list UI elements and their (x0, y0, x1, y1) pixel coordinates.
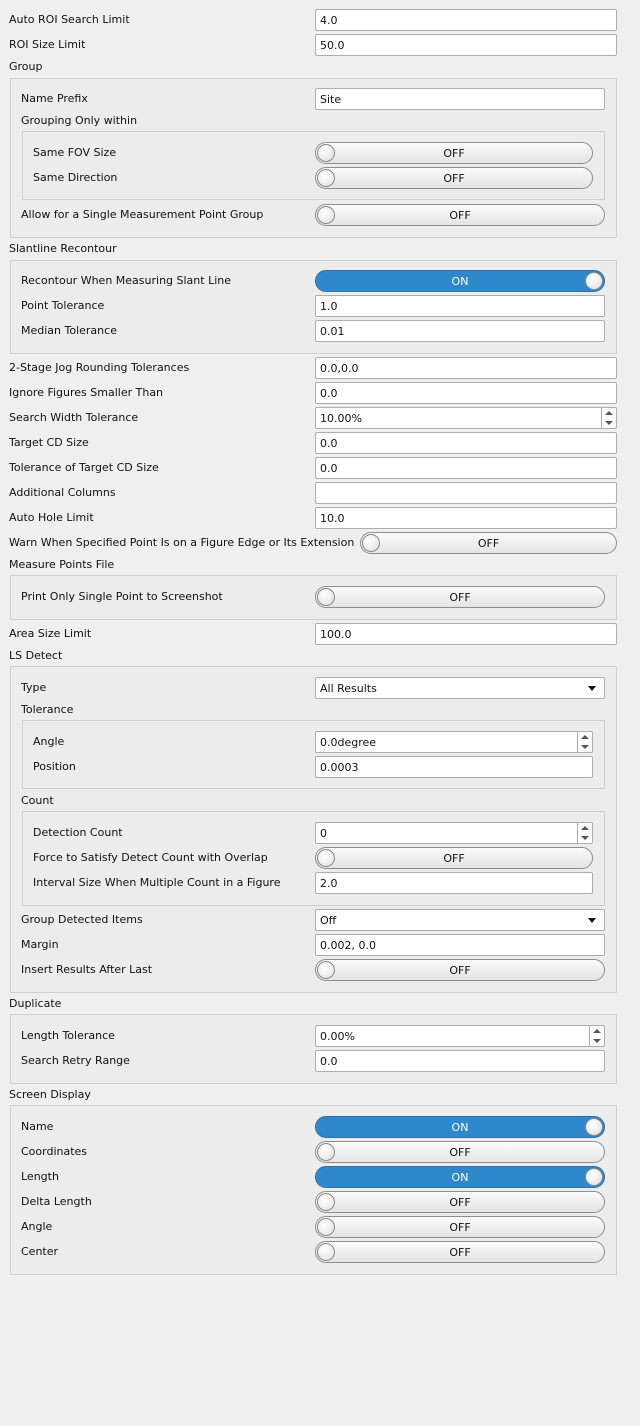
display-delta-row (21, 1190, 605, 1214)
ignore-label: Ignore Figures Smaller Than (9, 386, 164, 399)
print-single-row (21, 585, 605, 609)
search-width-spinbox[interactable]: 10.00% (315, 407, 617, 429)
single-point-label: Allow for a Single Measurement Point Group (21, 208, 264, 221)
ls-detect-title: LS Detect (9, 649, 63, 662)
count-title: Count (21, 794, 54, 807)
length-tolerance-label: Length Tolerance (21, 1029, 115, 1042)
toggle-knob (362, 534, 380, 552)
force-row (33, 846, 593, 870)
same-direction-row (33, 166, 593, 190)
measure-points-title: Measure Points File (9, 558, 115, 571)
display-angle-label: Angle (21, 1220, 53, 1233)
auto-roi-row (9, 8, 617, 32)
point-tolerance-input[interactable]: 1.0 (315, 295, 605, 317)
target-cd-input[interactable]: 0.0 (315, 432, 617, 454)
same-direction-toggle[interactable]: OFF (315, 167, 593, 189)
length-tolerance-row (21, 1024, 605, 1048)
spin-arrows-icon[interactable] (577, 823, 592, 843)
toggle-knob (317, 1143, 335, 1161)
ignore-row (9, 381, 617, 405)
toggle-knob (317, 144, 335, 162)
insert-results-toggle[interactable]: OFF (315, 959, 605, 981)
toggle-knob (317, 206, 335, 224)
angle-row (33, 730, 593, 754)
display-coordinates-toggle[interactable]: OFF (315, 1141, 605, 1163)
margin-input[interactable]: 0.002, 0.0 (315, 934, 605, 956)
point-tolerance-label: Point Tolerance (21, 299, 105, 312)
auto-roi-label: Auto ROI Search Limit (9, 13, 130, 26)
tolerance-title: Tolerance (21, 703, 74, 716)
area-size-row (9, 622, 617, 646)
toggle-knob (317, 1243, 335, 1261)
group-detected-select[interactable]: Off (315, 909, 605, 931)
spin-arrows-icon[interactable] (601, 408, 616, 428)
auto-roi-input[interactable]: 4.0 (315, 9, 617, 31)
roi-size-input[interactable]: 50.0 (315, 34, 617, 56)
jog-row (9, 356, 617, 380)
name-prefix-input[interactable]: Site (315, 88, 605, 110)
display-coordinates-row (21, 1140, 605, 1164)
auto-hole-row (9, 506, 617, 530)
tol-target-label: Tolerance of Target CD Size (9, 461, 159, 474)
position-label: Position (33, 760, 76, 773)
display-center-row (21, 1240, 605, 1264)
interval-input[interactable]: 2.0 (315, 872, 593, 894)
same-fov-toggle[interactable]: OFF (315, 142, 593, 164)
print-single-label: Print Only Single Point to Screenshot (21, 590, 223, 603)
display-center-toggle[interactable]: OFF (315, 1241, 605, 1263)
same-fov-label: Same FOV Size (33, 146, 117, 159)
target-cd-row (9, 431, 617, 455)
display-angle-row (21, 1215, 605, 1239)
spin-arrows-icon[interactable] (589, 1026, 604, 1046)
margin-label: Margin (21, 938, 59, 951)
toggle-knob (317, 169, 335, 187)
display-center-label: Center (21, 1245, 59, 1258)
position-row (33, 755, 593, 779)
additional-columns-input[interactable] (315, 482, 617, 504)
roi-size-row (9, 33, 617, 57)
toggle-knob (317, 1218, 335, 1236)
warn-label: Warn When Specified Point Is on a Figure Edge or Its Extension (9, 536, 355, 549)
toggle-knob (585, 1118, 603, 1136)
display-coordinates-label: Coordinates (21, 1145, 88, 1158)
auto-hole-input[interactable]: 10.0 (315, 507, 617, 529)
single-point-row (21, 203, 605, 227)
toggle-knob (317, 849, 335, 867)
toggle-knob (317, 961, 335, 979)
group-detected-label: Group Detected Items (21, 913, 143, 926)
insert-results-label: Insert Results After Last (21, 963, 153, 976)
insert-results-row (21, 958, 605, 982)
type-select[interactable]: All Results (315, 677, 605, 699)
ignore-input[interactable]: 0.0 (315, 382, 617, 404)
chevron-down-icon (588, 686, 596, 691)
tol-target-input[interactable]: 0.0 (315, 457, 617, 479)
toggle-knob (585, 1168, 603, 1186)
grouping-title: Grouping Only within (21, 114, 138, 127)
display-angle-toggle[interactable]: OFF (315, 1216, 605, 1238)
name-prefix-row (21, 87, 605, 111)
recontour-row (21, 269, 605, 293)
type-label: Type (21, 681, 47, 694)
additional-columns-label: Additional Columns (9, 486, 116, 499)
toggle-knob (317, 588, 335, 606)
recontour-label: Recontour When Measuring Slant Line (21, 274, 231, 287)
auto-hole-label: Auto Hole Limit (9, 511, 94, 524)
chevron-down-icon (588, 918, 596, 923)
force-toggle[interactable]: OFF (315, 847, 593, 869)
name-prefix-label: Name Prefix (21, 92, 88, 105)
display-name-label: Name (21, 1120, 54, 1133)
display-length-toggle[interactable]: ON (315, 1166, 605, 1188)
display-delta-label: Delta Length (21, 1195, 92, 1208)
display-length-row (21, 1165, 605, 1189)
slantline-title: Slantline Recontour (9, 242, 117, 255)
roi-size-label: ROI Size Limit (9, 38, 86, 51)
jog-label: 2-Stage Jog Rounding Tolerances (9, 361, 190, 374)
warn-toggle[interactable]: OFF (360, 532, 617, 554)
detection-count-label: Detection Count (33, 826, 123, 839)
spin-arrows-icon[interactable] (577, 732, 592, 752)
group-title: Group (9, 60, 43, 73)
toggle-knob (585, 272, 603, 290)
length-tolerance-spinbox[interactable]: 0.00% (315, 1025, 605, 1047)
search-width-row (9, 406, 617, 430)
position-input[interactable]: 0.0003 (315, 756, 593, 778)
detection-count-row (33, 821, 593, 845)
angle-spinbox[interactable]: 0.0degree (315, 731, 593, 753)
median-tolerance-label: Median Tolerance (21, 324, 117, 337)
same-direction-label: Same Direction (33, 171, 118, 184)
single-point-toggle[interactable]: OFF (315, 204, 605, 226)
toggle-knob (317, 1193, 335, 1211)
duplicate-title: Duplicate (9, 997, 62, 1010)
display-delta-toggle[interactable]: OFF (315, 1191, 605, 1213)
display-length-label: Length (21, 1170, 59, 1183)
detection-count-spinbox[interactable]: 0 (315, 822, 593, 844)
tol-target-row (9, 456, 617, 480)
print-single-toggle[interactable]: OFF (315, 586, 605, 608)
group-detected-row (21, 908, 605, 932)
point-tolerance-row (21, 294, 605, 318)
type-row (21, 676, 605, 700)
additional-columns-row (9, 481, 617, 505)
search-width-label: Search Width Tolerance (9, 411, 139, 424)
target-cd-label: Target CD Size (9, 436, 89, 449)
screen-display-title: Screen Display (9, 1088, 91, 1101)
median-tolerance-input[interactable]: 0.01 (315, 320, 605, 342)
retry-range-input[interactable]: 0.0 (315, 1050, 605, 1072)
angle-label: Angle (33, 735, 65, 748)
jog-input[interactable]: 0.0,0.0 (315, 357, 617, 379)
same-fov-row (33, 141, 593, 165)
force-label: Force to Satisfy Detect Count with Overlap (33, 851, 268, 864)
margin-row (21, 933, 605, 957)
retry-range-label: Search Retry Range (21, 1054, 130, 1067)
interval-row (33, 871, 593, 895)
median-tolerance-row (21, 319, 605, 343)
interval-label: Interval Size When Multiple Count in a Figure (33, 876, 281, 889)
area-size-input[interactable]: 100.0 (315, 623, 617, 645)
display-name-toggle[interactable]: ON (315, 1116, 605, 1138)
area-size-label: Area Size Limit (9, 627, 92, 640)
display-name-row (21, 1115, 605, 1139)
recontour-toggle[interactable]: ON (315, 270, 605, 292)
warn-row (9, 531, 617, 555)
retry-range-row (21, 1049, 605, 1073)
